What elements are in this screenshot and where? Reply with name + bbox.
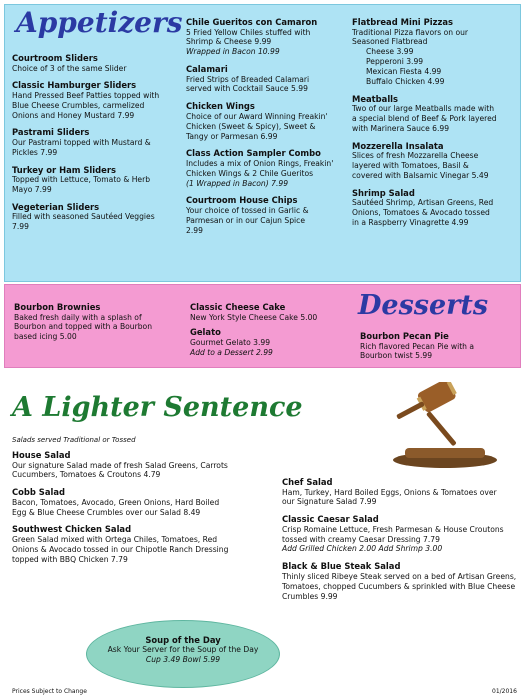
item-description: Filled with seasoned Sautéed Veggies xyxy=(12,212,155,222)
item-description: Chicken (Sweet & Spicy), Sweet & xyxy=(186,121,316,131)
dessert-desc: Baked fresh daily with a splash of xyxy=(14,312,142,322)
item-description: Traditional Pizza flavors on our xyxy=(352,27,469,37)
footer-prices-note: Prices Subject to Change xyxy=(12,688,87,695)
item-description: Topped with Lettuce, Tomato & Herb xyxy=(12,175,151,185)
soup-prices: Cup 3.49 Bowl 5.99 xyxy=(145,655,221,665)
appetizers-title: Appetizers xyxy=(16,6,183,39)
item-name: Classic Caesar Salad xyxy=(282,514,379,525)
item-description: Our signature Salad made of fresh Salad Greens, Carrots xyxy=(12,460,228,470)
item-description: Crumbles 9.99 xyxy=(282,591,338,601)
dessert-name: Bourbon Brownies xyxy=(14,302,101,312)
item-description: Our Pastrami topped with Mustard & xyxy=(12,137,151,147)
dessert-name: Bourbon Pecan Pie xyxy=(360,331,449,341)
item-description: covered with Balsamic Vinegar 5.49 xyxy=(352,170,489,180)
item-description: Slices of fresh Mozzarella Cheese xyxy=(352,151,479,161)
menu-item xyxy=(12,202,182,232)
item-description: with Marinera Sauce 6.99 xyxy=(352,123,450,133)
menu-item xyxy=(282,561,522,601)
item-name: Flatbread Mini Pizzas xyxy=(352,17,453,27)
item-name: Chile Gueritos con Camaron xyxy=(186,17,318,27)
menu-item xyxy=(12,80,182,120)
item-description: 7.99 xyxy=(12,222,29,232)
item-description: Bacon, Tomatoes, Avocado, Green Onions, Hard Boiled xyxy=(12,497,220,507)
salads-left-column xyxy=(12,450,262,572)
dessert-desc: Bourbon twist 5.99 xyxy=(360,351,433,361)
desserts-title: Desserts xyxy=(358,290,489,321)
item-description: Shrimp & Cheese 9.99 xyxy=(186,37,272,47)
lighter-sentence-title: A Lighter Sentence xyxy=(12,392,303,423)
soup-of-the-day xyxy=(86,620,280,688)
item-option: Buffalo Chicken 4.99 xyxy=(366,76,445,86)
menu-item xyxy=(186,195,356,235)
menu-item xyxy=(352,141,520,181)
item-name: House Salad xyxy=(12,450,71,460)
item-description: Egg & Blue Cheese Crumbles over our Salad 8.49 xyxy=(12,507,201,517)
item-description: Seasoned Flatbread xyxy=(352,37,428,47)
item-name: Black & Blue Steak Salad xyxy=(282,561,401,572)
item-name: Class Action Sampler Combo xyxy=(186,148,321,159)
menu-item xyxy=(12,53,182,73)
dessert-name: Classic Cheese Cake xyxy=(190,302,286,312)
item-name: Southwest Chicken Salad xyxy=(12,524,132,535)
menu-item xyxy=(186,64,356,94)
item-name: Courtroom House Chips xyxy=(186,195,298,206)
menu-item xyxy=(282,514,522,554)
item-name: Calamari xyxy=(186,64,228,75)
item-description: our Signature Salad 7.99 xyxy=(282,497,377,507)
item-description: Includes a mix of Onion Rings, Freakin' xyxy=(186,158,334,168)
item-description: Onions, Tomatoes & Avocado tossed xyxy=(352,208,490,218)
item-name: Classic Hamburger Sliders xyxy=(12,80,137,91)
item-name: Mozzerella Insalata xyxy=(352,140,444,151)
appetizers-column-3 xyxy=(352,17,520,235)
dessert-brownies xyxy=(14,302,184,349)
item-description: layered with Tomatoes, Basil & xyxy=(352,161,469,171)
dessert-desc: Rich flavored Pecan Pie with a xyxy=(360,341,475,351)
item-description: Pickles 7.99 xyxy=(12,147,58,157)
appetizers-column-2 xyxy=(186,17,356,243)
item-name: Courtroom Sliders xyxy=(12,53,98,63)
item-description: Tangy or Parmesan 6.99 xyxy=(186,131,278,141)
item-description: Hand Pressed Beef Patties topped with xyxy=(12,90,160,100)
item-description: Onions & Avocado tossed in our Chipotle Ranch Dressing xyxy=(12,544,229,554)
item-description: topped with BBQ Chicken 7.79 xyxy=(12,554,128,564)
menu-item xyxy=(12,487,262,517)
item-description: Parmesan or in our Cajun Spice xyxy=(186,215,306,225)
salads-note: Salads served Traditional or Tossed xyxy=(12,436,136,444)
dessert-pecan-pie xyxy=(360,331,520,368)
dessert-desc: based icing 5.00 xyxy=(14,332,77,342)
menu-item xyxy=(12,165,182,195)
item-option: Pepperoni 3.99 xyxy=(366,57,424,67)
item-description: Thinly sliced Ribeye Steak served on a bed of Artisan Greens, xyxy=(282,571,517,581)
item-description: Green Salad mixed with Ortega Chiles, Tomatoes, Red xyxy=(12,534,218,544)
dessert-desc-italic: Add to a Dessert 2.99 xyxy=(190,347,273,357)
item-description: a special blend of Beef & Pork layered xyxy=(352,114,497,124)
item-addon: Wrapped in Bacon 10.99 xyxy=(186,47,280,57)
soup-desc: Ask Your Server for the Soup of the Day xyxy=(107,645,259,654)
item-description: Ham, Turkey, Hard Boiled Eggs, Onions & Tomatoes over xyxy=(282,487,497,497)
item-description: Crisp Romaine Lettuce, Fresh Parmesan & House Croutons xyxy=(282,524,504,534)
item-addon: (1 Wrapped in Bacon) 7.99 xyxy=(186,178,289,188)
menu-item xyxy=(352,17,520,87)
item-description: in a Raspberry Vinagrette 4.99 xyxy=(352,218,469,228)
item-description: 5 Fried Yellow Chiles stuffed with xyxy=(186,27,311,37)
item-description: Tomatoes, chopped Cucumbers & sprinkled with Blue Cheese xyxy=(282,581,516,591)
menu-item xyxy=(12,127,182,157)
menu-item xyxy=(186,17,356,57)
item-description: Chicken Wings & 2 Chile Gueritos xyxy=(186,168,314,178)
item-description: served with Cocktail Sauce 5.99 xyxy=(186,84,308,94)
item-description: Your choice of tossed in Garlic & xyxy=(186,205,309,215)
item-description: tossed with creamy Caesar Dressing 7.79 xyxy=(282,534,440,544)
menu-item xyxy=(12,524,262,564)
menu-item xyxy=(352,94,520,134)
appetizers-column-1 xyxy=(12,53,182,239)
menu-item xyxy=(12,450,262,480)
item-option: Cheese 3.99 xyxy=(366,47,414,57)
dessert-desc: Gourmet Gelato 3.99 xyxy=(190,337,271,347)
menu-item xyxy=(186,148,356,188)
item-name: Meatballs xyxy=(352,93,399,104)
item-description: Two of our large Meatballs made with xyxy=(352,104,495,114)
item-description: Fried Strips of Breaded Calamari xyxy=(186,74,310,84)
item-name: Shrimp Salad xyxy=(352,187,415,198)
item-name: Chicken Wings xyxy=(186,101,255,112)
item-description: Onions and Honey Mustard 7.99 xyxy=(12,110,135,120)
item-description: Cucumbers, Tomatoes & Croutons 4.79 xyxy=(12,470,161,480)
item-description: Blue Cheese Crumbles, carmelized xyxy=(12,100,145,110)
footer-date: 01/2016 xyxy=(492,688,517,695)
dessert-desc: Bourbon and topped with a Bourbon xyxy=(14,322,153,332)
gavel-icon xyxy=(375,382,515,472)
item-name: Pastrami Sliders xyxy=(12,127,90,138)
soup-name: Soup of the Day xyxy=(145,635,221,645)
item-name: Cobb Salad xyxy=(12,487,66,498)
item-description: 2.99 xyxy=(186,225,203,235)
item-name: Vegeterian Sliders xyxy=(12,201,100,212)
dessert-desc: New York Style Cheese Cake 5.00 xyxy=(190,312,318,322)
item-description: Choice of our Award Winning Freakin' xyxy=(186,111,328,121)
item-name: Chef Salad xyxy=(282,477,333,487)
item-addon: Add Grilled Chicken 2.00 Add Shrimp 3.00 xyxy=(282,544,443,554)
item-description: Sautéed Shrimp, Artisan Greens, Red xyxy=(352,198,494,208)
item-name: Turkey or Ham Sliders xyxy=(12,164,116,175)
item-option: Mexican Fiesta 4.99 xyxy=(366,66,442,76)
menu-item xyxy=(352,188,520,228)
item-description: Mayo 7.99 xyxy=(12,185,52,195)
menu-item xyxy=(186,101,356,141)
dessert-name: Gelato xyxy=(190,327,221,338)
item-description: Choice of 3 of the same Slider xyxy=(12,63,127,73)
menu-item xyxy=(282,477,522,507)
dessert-cheesecake xyxy=(190,302,360,365)
salads-right-column xyxy=(282,477,522,608)
